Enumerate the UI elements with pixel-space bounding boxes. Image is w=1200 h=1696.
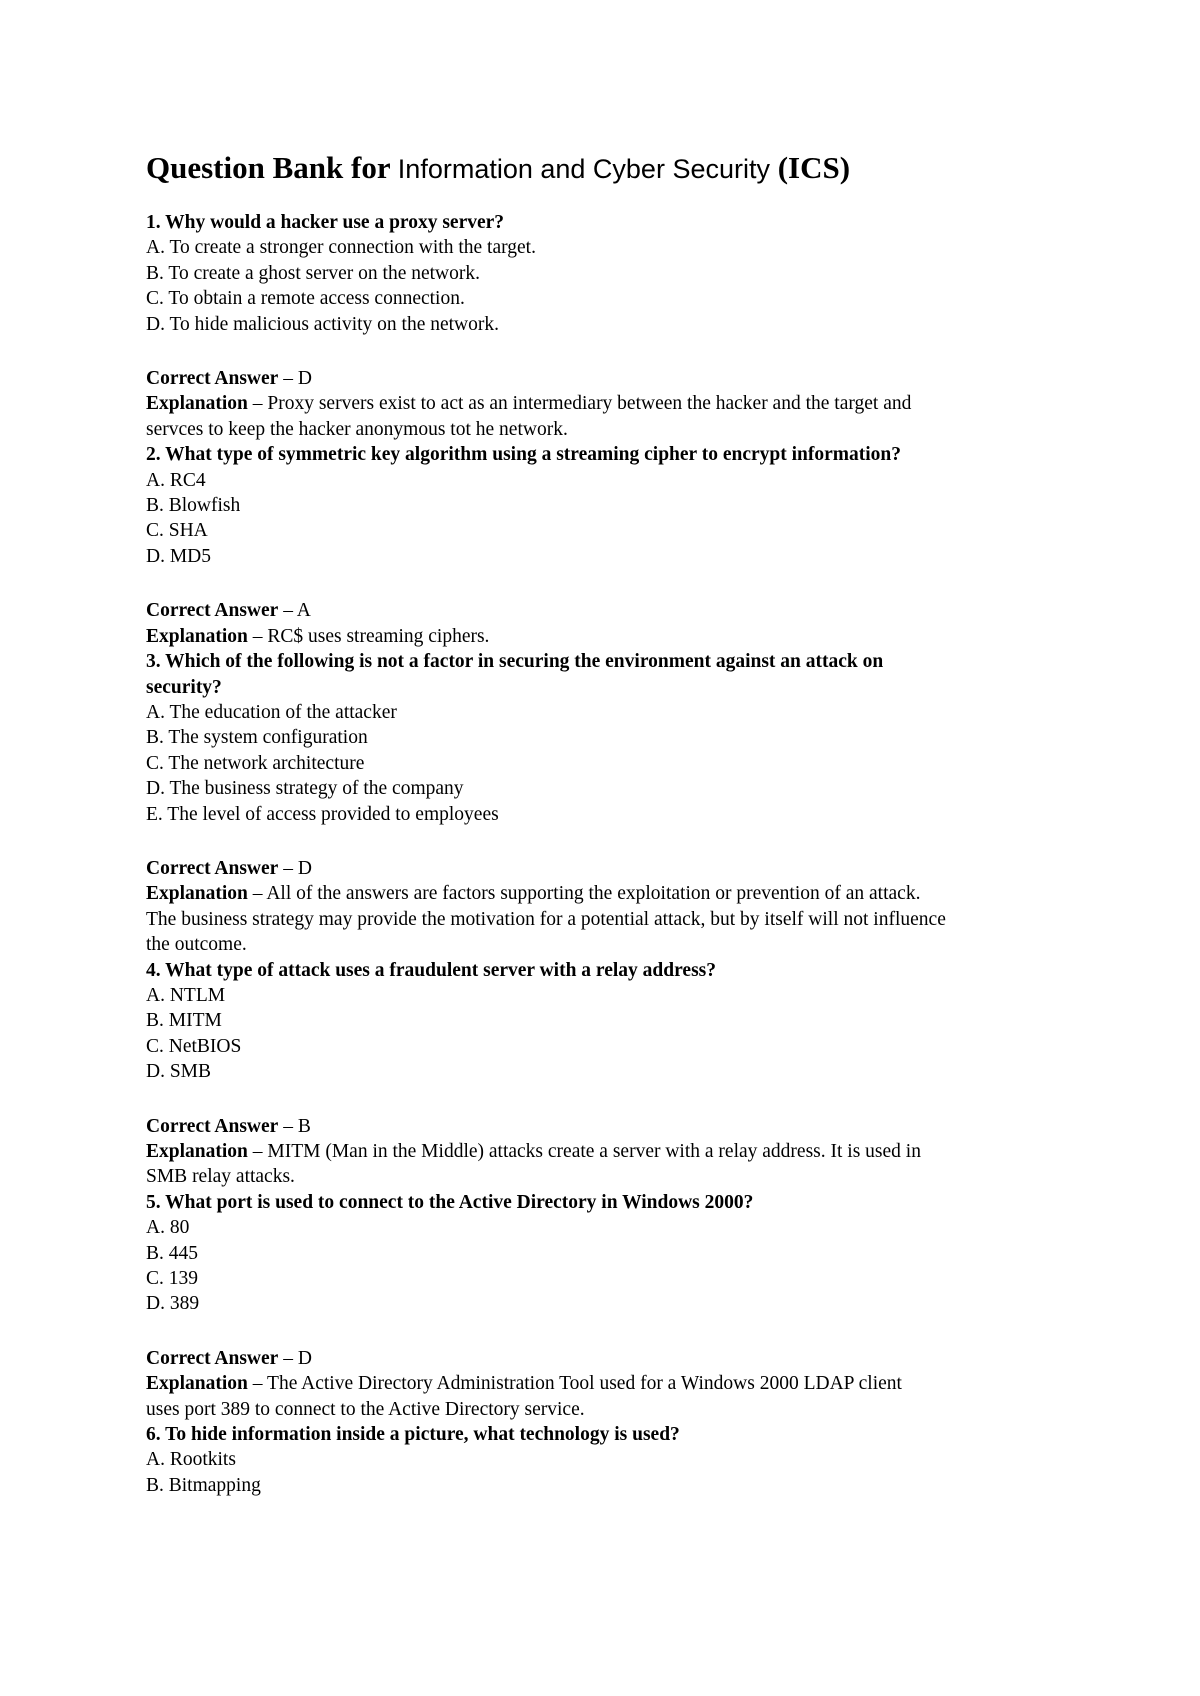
question-text: 3. Which of the following is not a factor in securing the environment against an attack on — [146, 651, 884, 673]
question-block-5 — [146, 1190, 1076, 1422]
correct-answer: Correct Answer – D — [146, 857, 312, 879]
explanation: Explanation – The Active Directory Administration Tool used for a Windows 2000 LDAP client — [146, 1373, 902, 1395]
question-text: 2. What type of symmetric key algorithm using a streaming cipher to encrypt information? — [146, 444, 902, 466]
answer-option: A. 80 — [146, 1217, 190, 1239]
correct-answer: Correct Answer – D — [146, 368, 312, 390]
explanation-continued: the outcome. — [146, 934, 247, 956]
explanation: Explanation – MITM (Man in the Middle) attacks create a server with a relay address. It is used in — [146, 1141, 921, 1162]
answer-option: A. Rootkits — [146, 1449, 236, 1471]
question-block-6 — [146, 1422, 1076, 1498]
explanation-continued: SMB relay attacks. — [146, 1166, 295, 1188]
explanation-continued: The business strategy may provide the motivation for a potential attack, but by itself will not influence — [146, 908, 946, 930]
question-block-4 — [146, 958, 1076, 1190]
correct-answer: Correct Answer – B — [146, 1115, 311, 1137]
answer-option: C. 139 — [146, 1268, 199, 1290]
answer-option: D. The business strategy of the company — [146, 778, 464, 800]
page-title: Question Bank for Information and Cyber Security (ICS) — [146, 150, 851, 185]
question-text-continued: security? — [146, 676, 222, 698]
answer-option: D. To hide malicious activity on the network. — [146, 313, 499, 335]
explanation: Explanation – Proxy servers exist to act as an intermediary between the hacker and the target and — [146, 393, 912, 415]
question-text: 5. What port is used to connect to the Active Directory in Windows 2000? — [146, 1191, 754, 1213]
answer-option: B. Blowfish — [146, 495, 241, 517]
answer-option: B. MITM — [146, 1010, 222, 1032]
answer-option: B. Bitmapping — [146, 1474, 261, 1496]
answer-option: C. SHA — [146, 520, 208, 542]
answer-option: B. The system configuration — [146, 727, 368, 749]
answer-option: D. 389 — [146, 1293, 200, 1315]
question-text: 4. What type of attack uses a fraudulent server with a relay address? — [146, 959, 717, 981]
answer-option: A. To create a stronger connection with the target. — [146, 237, 536, 259]
explanation: Explanation – RC$ uses streaming ciphers. — [146, 625, 490, 647]
answer-option: E. The level of access provided to employees — [146, 803, 499, 825]
answer-option: B. To create a ghost server on the network. — [146, 262, 481, 284]
answer-option: B. 445 — [146, 1242, 199, 1264]
question-block-1 — [146, 210, 1076, 442]
answer-option: C. The network architecture — [146, 752, 365, 774]
answer-option: A. RC4 — [146, 469, 206, 491]
question-block-2 — [146, 442, 1076, 649]
answer-option: A. The education of the attacker — [146, 701, 397, 723]
answer-option: A. NTLM — [146, 984, 226, 1006]
answer-option: D. MD5 — [146, 545, 212, 567]
question-block-3 — [146, 649, 1076, 957]
correct-answer: Correct Answer – A — [146, 600, 311, 622]
explanation: Explanation – All of the answers are factors supporting the exploitation or prevention of an attack. — [146, 883, 921, 905]
explanation-continued: uses port 389 to connect to the Active Directory service. — [146, 1398, 585, 1420]
answer-option: C. NetBIOS — [146, 1035, 242, 1057]
question-text: 6. To hide information inside a picture, what technology is used? — [146, 1424, 680, 1446]
answer-option: D. SMB — [146, 1061, 212, 1083]
explanation-continued: servces to keep the hacker anonymous tot he network. — [146, 418, 568, 440]
correct-answer: Correct Answer – D — [146, 1347, 312, 1369]
answer-option: C. To obtain a remote access connection. — [146, 288, 465, 310]
document-page — [146, 148, 1076, 1498]
question-text: 1. Why would a hacker use a proxy server? — [146, 212, 505, 233]
